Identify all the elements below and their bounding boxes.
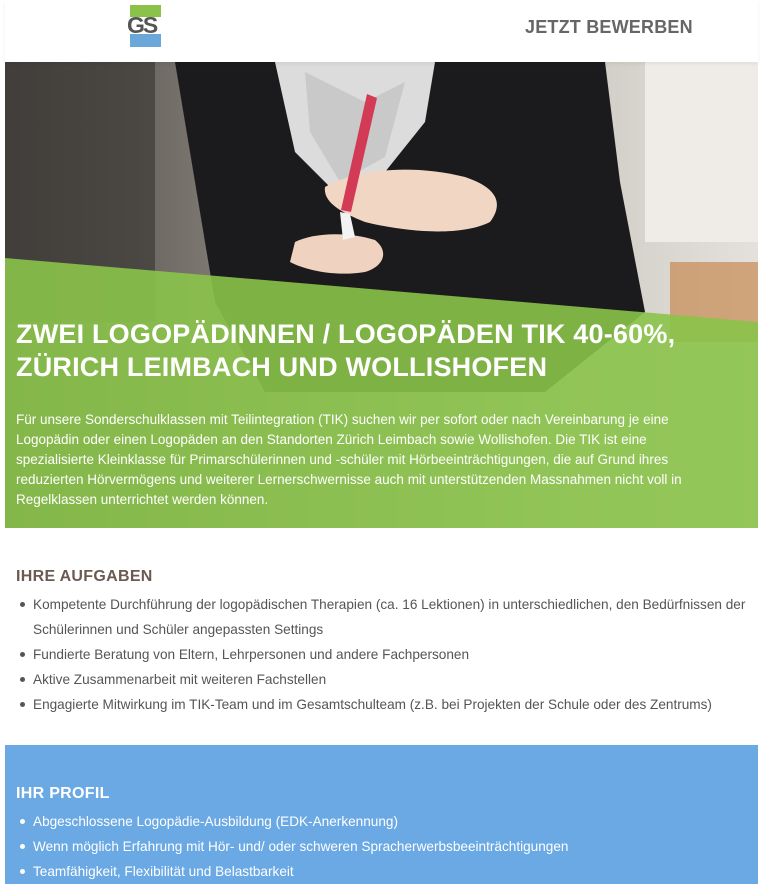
job-posting-page: [5, 0, 758, 884]
tasks-heading: IHRE AUFGABEN: [16, 568, 153, 585]
profile-heading: IHR PROFIL: [16, 785, 110, 802]
bullet-dot-icon: [20, 602, 25, 607]
list-item-text: Kompetente Durchführung der logopädischen Therapien (ca. 16 Lektionen) in unterschiedlichen, den Bedürfnissen der Schülerinnen und Schüler angepassten Settings: [33, 597, 746, 637]
list-item: [16, 809, 751, 834]
bullet-dot-icon: [20, 819, 25, 824]
profile-list: [16, 809, 751, 884]
bullet-dot-icon: [20, 652, 25, 657]
profile-section: [5, 745, 758, 884]
bullet-dot-icon: [20, 844, 25, 849]
list-item: [16, 667, 751, 692]
job-intro-text: Für unsere Sonderschulklassen mit Teilintegration (TIK) suchen wir per sofort oder nach Vereinbarung je eine Logopädin oder einen Logopäden an den Standorten Zürich Leimbach sowie Wollishofen. Die TIK ist eine spezialisierte Kleinklasse für Primarschülerinnen und -schüler mit Hörbeeinträchtigungen, die auf Grund ihres reduzierten Hörvermögens und weiterer Lernerschwernisse auch mit unterstützenden Massnahmen nicht voll in Regelklassen unterrichtet werden können.: [16, 412, 682, 507]
list-item: [16, 859, 751, 884]
bullet-dot-icon: [20, 677, 25, 682]
list-item: [16, 592, 751, 642]
site-header: [5, 0, 758, 62]
list-item: [16, 692, 751, 717]
bullet-dot-icon: [20, 869, 25, 874]
tasks-list: [16, 592, 751, 717]
logo-text: GS: [127, 12, 157, 38]
gs-logo-icon[interactable]: [127, 4, 163, 47]
job-title: ZWEI LOGOPÄDINNEN / LOGOPÄDEN TIK 40-60%, ZÜRICH LEIMBACH UND WOLLISHOFEN: [16, 319, 676, 382]
list-item: [16, 834, 751, 859]
list-item-text: Engagierte Mitwirkung im TIK-Team und im Gesamtschulteam (z.B. bei Projekten der Schule oder des Zentrums): [33, 697, 712, 712]
tasks-section: [5, 528, 758, 744]
list-item-text: Fundierte Beratung von Eltern, Lehrpersonen und andere Fachpersonen: [33, 647, 470, 662]
list-item-text: Teamfähigkeit, Flexibilität und Belastbarkeit: [33, 864, 294, 879]
list-item-text: Wenn möglich Erfahrung mit Hör- und/ oder schweren Spracherwerbsbeeinträchtigungen: [33, 839, 569, 854]
list-item-text: Abgeschlossene Logopädie-Ausbildung (EDK-Anerkennung): [33, 814, 399, 829]
hero-banner: [5, 62, 758, 528]
apply-now-button[interactable]: JETZT BEWERBEN: [525, 17, 693, 37]
list-item: [16, 642, 751, 667]
bullet-dot-icon: [20, 702, 25, 707]
list-item-text: Aktive Zusammenarbeit mit weiteren Fachstellen: [33, 672, 327, 687]
